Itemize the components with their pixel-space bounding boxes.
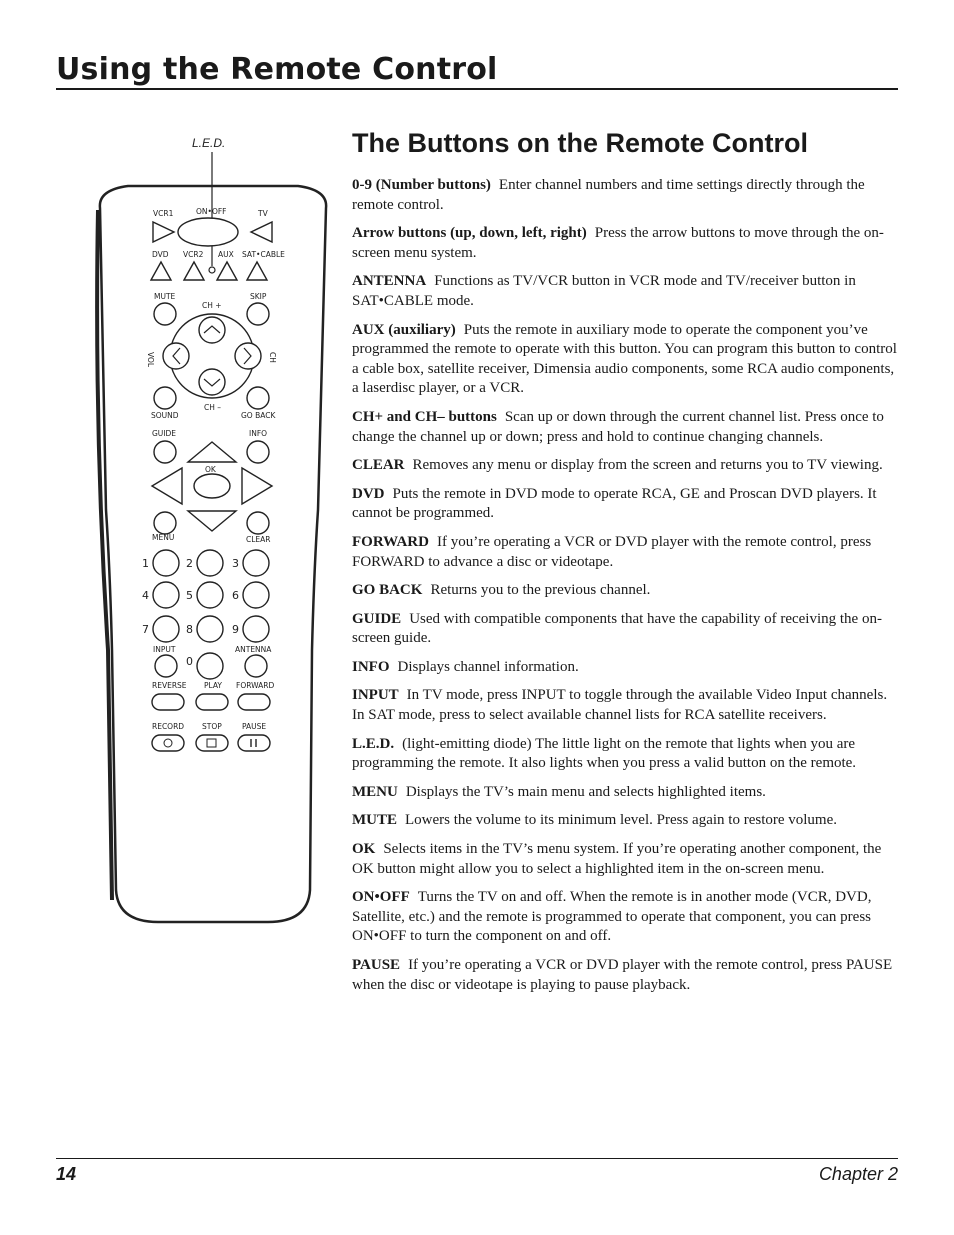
onoff-label: ON•OFF [196,207,227,216]
play-button [196,694,228,710]
description-entry [352,176,900,215]
input-label: INPUT [153,645,176,654]
led-light [209,267,215,273]
tv-label: TV [258,209,268,218]
description-entry [352,610,900,649]
antenna-label: ANTENNA [235,645,272,654]
led-callout-label: L.E.D. [192,136,226,150]
digit-8-label: 8 [186,623,193,636]
description-entry [352,783,900,803]
record-button [152,735,184,751]
digit-1-label: 1 [142,557,149,570]
page-number: 14 [56,1164,77,1184]
reverse-button [152,694,184,710]
entry-description: Puts the remote in DVD mode to operate RCA, GE and Proscan DVD players. It cannot be programmed. [352,485,877,522]
entry-description: Puts the remote in auxiliary mode to operate the component you’ve programmed the remote to operate with this button. You can program this button to control a cable box, satellite receiver, Dimensia audio components, some RCA audio components, a laserdisc player, or a VCR. [352,321,897,397]
digit-9-button [243,616,269,642]
forward-label: FORWARD [236,681,275,690]
digit-7-label: 7 [142,623,149,636]
menu-button [154,512,176,534]
entry-description: Displays channel information. [397,658,579,675]
description-entry [352,533,900,572]
entry-term: AUX (auxiliary) [352,321,456,338]
digit-3-button [243,550,269,576]
antenna-button [245,655,267,677]
digit-6-label: 6 [232,589,239,602]
clear-button [247,512,269,534]
pause-label: PAUSE [242,722,267,731]
digit-0-label: 0 [186,655,193,668]
entry-term: CLEAR [352,457,405,474]
stop-button [196,735,228,751]
digit-1-button [153,550,179,576]
entry-description: Used with compatible components that have the capability of receiving the on-screen guide. [352,610,882,647]
description-entry [352,321,900,399]
entry-term: ON•OFF [352,889,410,906]
entry-description: If you’re operating a VCR or DVD player with the remote control, press FORWARD to advance a disc or videotape. [352,533,872,570]
info-button [247,441,269,463]
record-label: RECORD [152,722,185,731]
mute-button [154,303,176,325]
dvd-label: DVD [152,250,169,259]
goback-label: GO BACK [241,411,276,420]
pause-button [238,735,270,751]
entry-description: Lowers the volume to its minimum level. Press again to restore volume. [405,812,838,829]
info-label: INFO [249,429,268,438]
entry-description: In TV mode, press INPUT to toggle through the available Video Input channels. In SAT mode, press to select available channel lists for RCA satellite receivers. [352,687,888,724]
entry-list [352,176,900,995]
sound-button [154,387,176,409]
description-entry [352,456,900,476]
play-label: PLAY [204,681,223,690]
entry-term: CH+ and CH– buttons [352,408,497,425]
ch-up-button [199,317,225,343]
digit-2-button [197,550,223,576]
sound-label: SOUND [151,411,179,420]
description-entry [352,272,900,311]
stop-label: STOP [202,722,222,731]
entry-term: PAUSE [352,957,401,973]
entry-term: MUTE [352,812,397,829]
clear-label: CLEAR [246,535,271,544]
description-entry [352,686,900,725]
entry-description: Functions as TV/VCR button in VCR mode and TV/receiver button in SAT•CABLE mode. [352,273,856,309]
entry-term: INPUT [352,687,399,704]
digit-5-button [197,582,223,608]
digit-8-button [197,616,223,642]
mute-label: MUTE [154,292,176,301]
ok-button [194,474,230,498]
entry-description: (light-emitting diode) The little light on the remote that lights when you are programming the remote. It also lights when you press a valid button on the remote. [352,735,857,772]
digit-4-button [153,582,179,608]
vol-down-button [163,343,189,369]
vol-up-button [235,343,261,369]
entry-description: Removes any menu or display from the screen and returns you to TV viewing. [412,457,883,474]
forward-button [238,694,270,710]
entry-term: GUIDE [352,610,402,627]
description-entry [352,581,900,601]
entry-term: DVD [352,485,385,502]
entry-term: OK [352,841,376,858]
entry-description: Press the arrow buttons to move through the on-screen menu system. [352,225,884,261]
entry-description: If you’re operating a VCR or DVD player with the remote control, press PAUSE when the disc or videotape is playing to pause playback. [352,957,893,993]
entry-description: Selects items in the TV’s menu system. If you’re operating another component, the OK button might allow you to select a highlighted item in the on-screen menu. [352,841,882,877]
ch-minus-label: CH – [204,403,222,412]
skip-button [247,303,269,325]
footer-divider [56,1158,898,1159]
ok-label: OK [205,465,216,474]
ch-side-label: CH [268,352,277,363]
skip-label: SKIP [250,292,267,301]
remote-control-illustration [88,130,338,930]
guide-label: GUIDE [152,429,177,438]
description-entry [352,408,900,447]
digit-4-label: 4 [142,589,149,602]
description-entry [352,735,900,774]
ch-down-button [199,369,225,395]
menu-label: MENU [152,533,175,542]
entry-term: GO BACK [352,582,423,599]
input-button [155,655,177,677]
entry-description: Returns you to the previous channel. [430,582,651,599]
satcable-label: SAT•CABLE [242,250,285,259]
aux-label: AUX [218,250,234,259]
vcr2-label: VCR2 [183,250,204,259]
go-back-button [247,387,269,409]
vcr1-label: VCR1 [153,209,174,218]
header-divider [56,88,898,90]
guide-button [154,441,176,463]
digit-5-label: 5 [186,589,193,602]
digit-0-button [197,653,223,679]
entry-term: INFO [352,658,390,675]
entry-term: FORWARD [352,533,429,550]
page-title: Using the Remote Control [56,52,498,87]
digit-2-label: 2 [186,557,193,570]
button-descriptions [352,126,900,1004]
description-entry [352,485,900,524]
section-title: The Buttons on the Remote Control [352,128,808,158]
digit-3-label: 3 [232,557,239,570]
vol-label: VOL [146,352,155,368]
digit-9-label: 9 [232,623,239,636]
entry-term: MENU [352,783,398,800]
entry-term: Arrow buttons (up, down, left, right) [352,225,587,242]
description-entry [352,811,900,831]
entry-description: Enter channel numbers and time settings directly through the remote control. [352,177,865,213]
entry-term: ANTENNA [352,273,427,290]
entry-description: Displays the TV’s main menu and selects highlighted items. [405,783,766,800]
description-entry [352,224,900,263]
digit-6-button [243,582,269,608]
description-entry [352,956,900,995]
digit-7-button [153,616,179,642]
description-entry [352,840,900,879]
description-entry [352,888,900,947]
description-entry [352,658,900,678]
entry-term: 0-9 (Number buttons) [352,177,491,193]
on-off-button [178,218,238,246]
ch-plus-label: CH + [202,301,222,310]
entry-description: Turns the TV on and off. When the remote is in another mode (VCR, DVD, Satellite, etc.) and the remote is programmed to operate that component, you can press ON•OFF to turn the component on and off. [352,889,872,945]
reverse-label: REVERSE [152,681,187,690]
entry-term: L.E.D. [352,735,395,752]
page-header [56,52,898,88]
chapter-label: Chapter 2 [818,1164,898,1184]
remote-control-figure [88,130,338,930]
entry-description: Scan up or down through the current channel list. Press once to change the channel up or down; press and hold to continue changing channels. [352,408,884,445]
